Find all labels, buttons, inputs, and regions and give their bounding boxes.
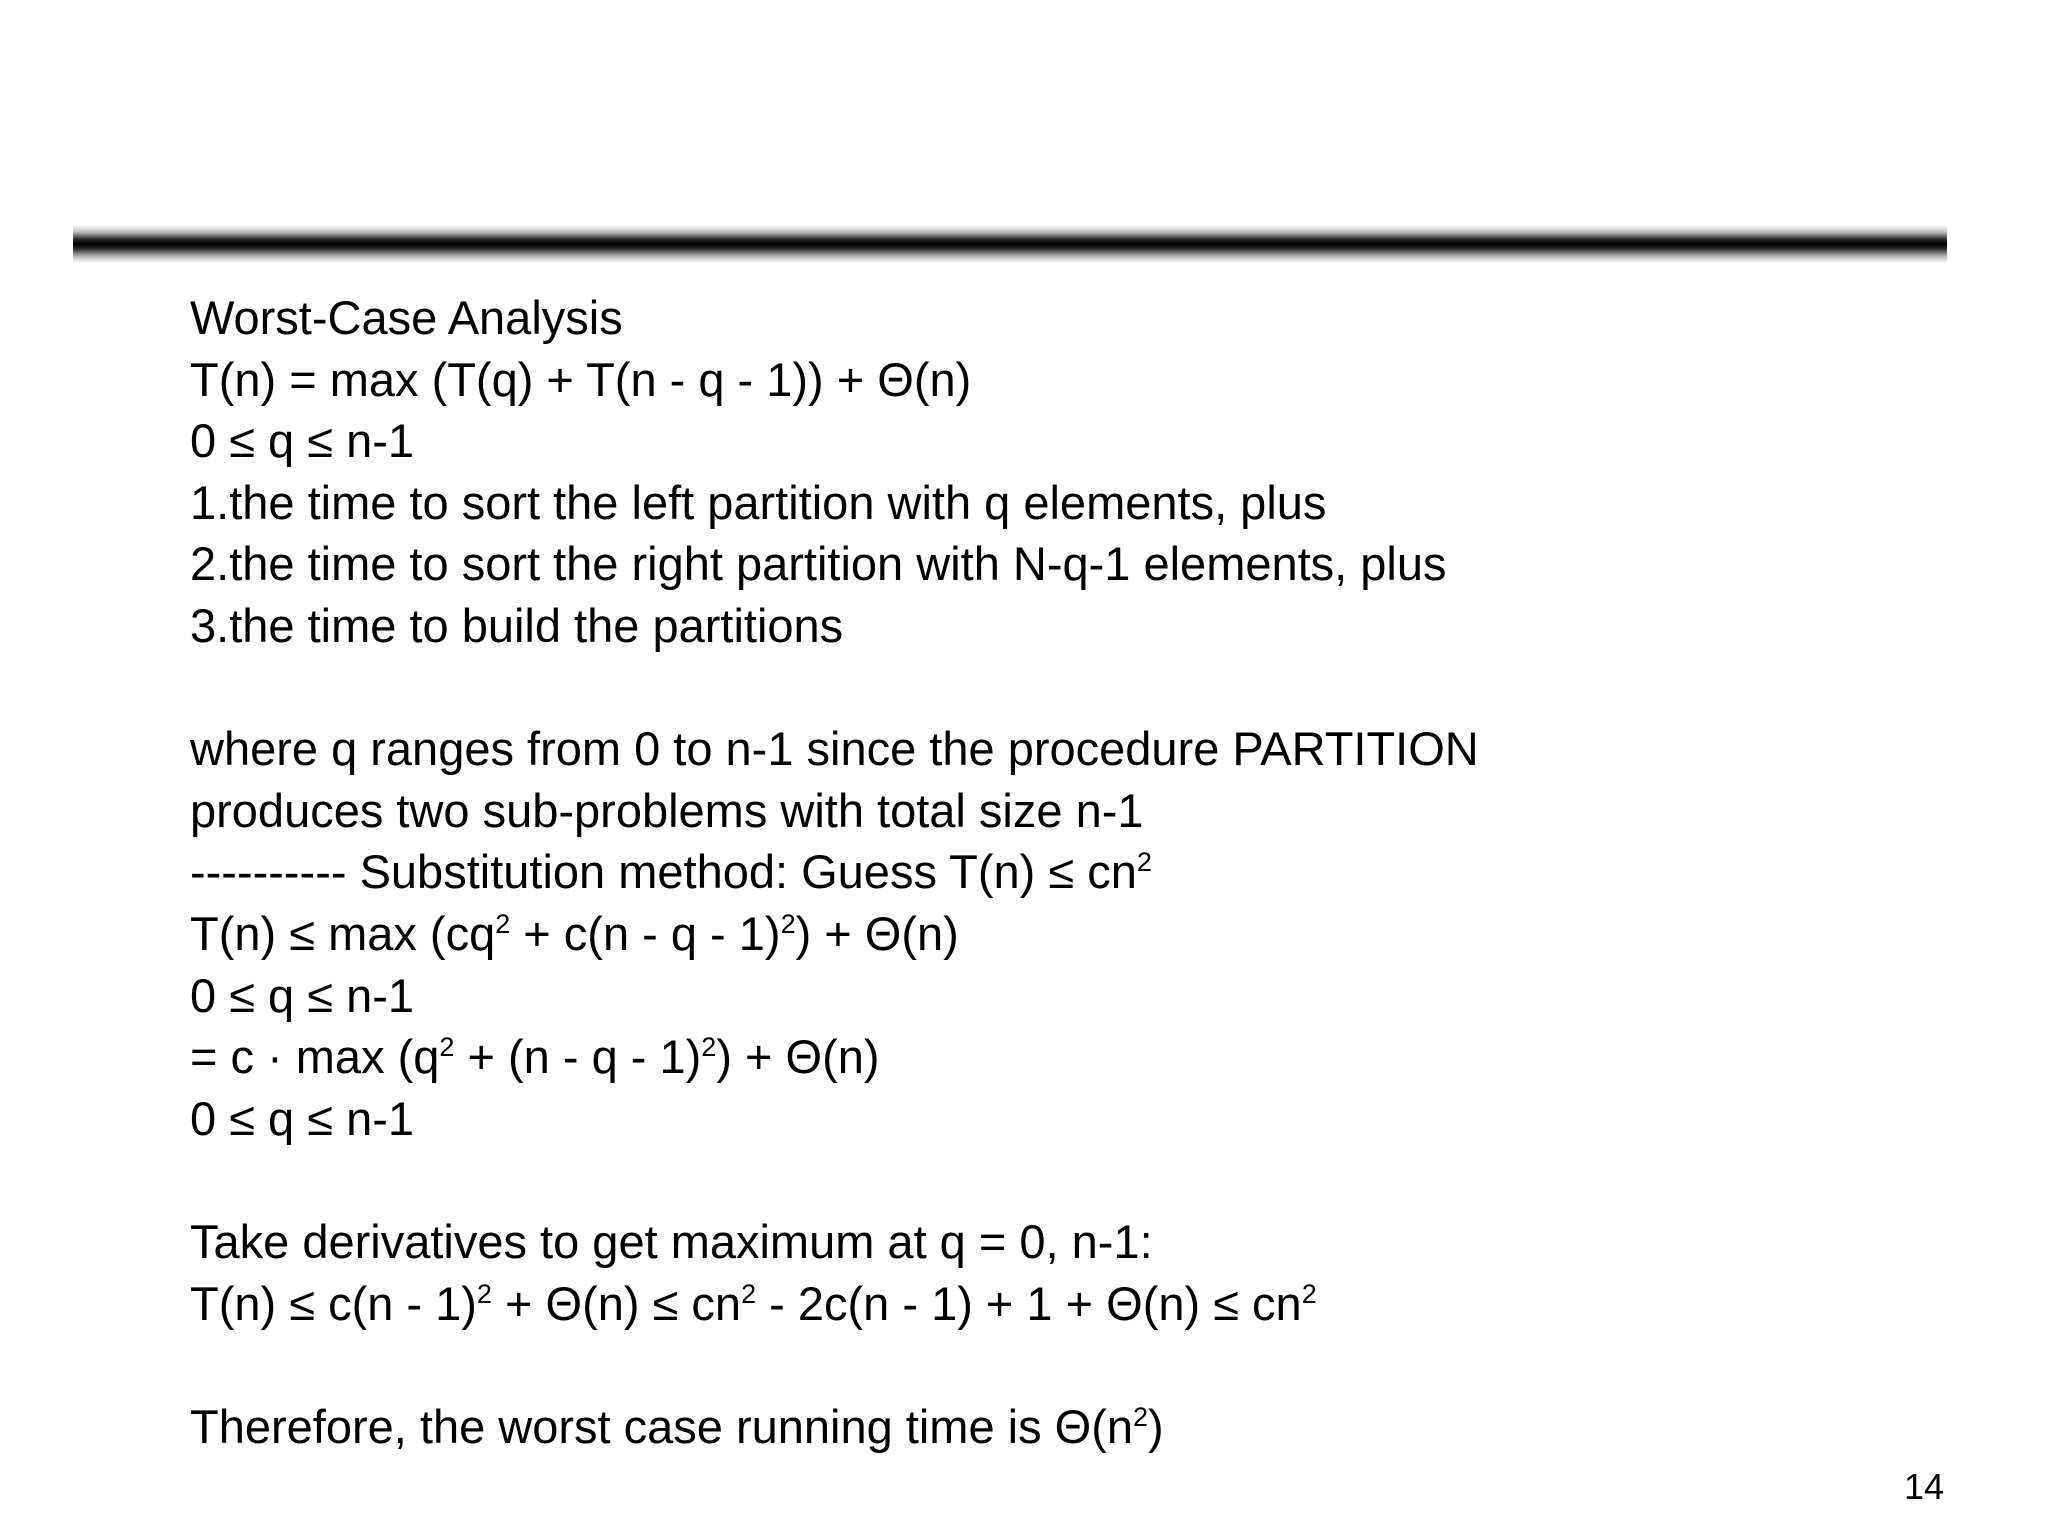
superscript-exponent: 2 <box>1301 1278 1317 1309</box>
superscript-exponent: 2 <box>476 1278 492 1309</box>
body-line-item-3 <box>190 595 1890 657</box>
body-line-range-1 <box>190 410 1890 472</box>
body-line-recurrence <box>190 349 1890 411</box>
body-line-derivatives <box>190 1211 1890 1273</box>
text-segment: T(n) ≤ max (cq <box>190 906 496 960</box>
body-line-where-2 <box>190 780 1890 842</box>
text-segment: T(n) ≤ c(n - 1) <box>190 1276 477 1330</box>
text-segment: T(n) = max (T(q) + T(n - q - 1)) + Θ(n) <box>190 352 972 406</box>
body-line-where-1 <box>190 718 1890 780</box>
superscript-exponent: 2 <box>741 1278 757 1309</box>
body-line-range-3 <box>190 1088 1890 1150</box>
body-line-range-2 <box>190 965 1890 1027</box>
body-line-item-1 <box>190 472 1890 534</box>
body-lines <box>190 349 1890 1458</box>
text-segment: ) + Θ(n) <box>716 1030 880 1084</box>
text-segment: where q ranges from 0 to n-1 since the procedure PARTITION <box>190 722 1479 776</box>
body-line-subst-1 <box>190 903 1890 965</box>
superscript-exponent: 2 <box>1133 1401 1149 1432</box>
header-divider-bar <box>73 225 1947 263</box>
text-segment: 0 ≤ q ≤ n-1 <box>190 968 415 1022</box>
text-segment: + (n - q - 1) <box>454 1030 702 1084</box>
body-line-guess <box>190 841 1890 903</box>
text-segment: 2.the time to sort the right partition with N-q-1 elements, plus <box>190 537 1447 591</box>
body-line-conclusion <box>190 1396 1890 1458</box>
text-segment: 3.the time to build the partitions <box>190 598 844 652</box>
superscript-exponent: 2 <box>495 908 511 939</box>
text-segment: + c(n - q - 1) <box>510 906 781 960</box>
body-line-item-2 <box>190 533 1890 595</box>
superscript-exponent: 2 <box>1136 847 1152 878</box>
text-segment: produces two sub-problems with total size n-1 <box>190 783 1144 837</box>
text-segment: ) <box>1148 1399 1164 1453</box>
blank-line <box>190 1149 1890 1211</box>
text-segment: - 2c(n - 1) + 1 + Θ(n) ≤ cn <box>756 1276 1302 1330</box>
page-number: 14 <box>1904 1466 1945 1507</box>
slide-title: Worst-Case Analysis <box>190 291 623 344</box>
text-segment: 1.the time to sort the left partition with q elements, plus <box>190 475 1327 529</box>
text-segment: = c · max (q <box>190 1030 440 1084</box>
body-line-subst-2 <box>190 1026 1890 1088</box>
text-segment: 0 ≤ q ≤ n-1 <box>190 1091 415 1145</box>
superscript-exponent: 2 <box>780 908 796 939</box>
superscript-exponent: 2 <box>439 1032 455 1063</box>
text-segment: ---------- Substitution method: Guess T(n) ≤ cn <box>190 845 1137 899</box>
text-segment: Therefore, the worst case running time is Θ(n <box>190 1399 1134 1453</box>
blank-line <box>190 1334 1890 1396</box>
text-segment: ) + Θ(n) <box>795 906 959 960</box>
blank-line <box>190 657 1890 719</box>
text-segment: 0 ≤ q ≤ n-1 <box>190 414 415 468</box>
slide-body <box>190 287 1890 1457</box>
superscript-exponent: 2 <box>701 1032 717 1063</box>
text-segment: Take derivatives to get maximum at q = 0, n-1: <box>190 1214 1153 1268</box>
body-line-bound <box>190 1273 1890 1335</box>
text-segment: + Θ(n) ≤ cn <box>491 1276 742 1330</box>
